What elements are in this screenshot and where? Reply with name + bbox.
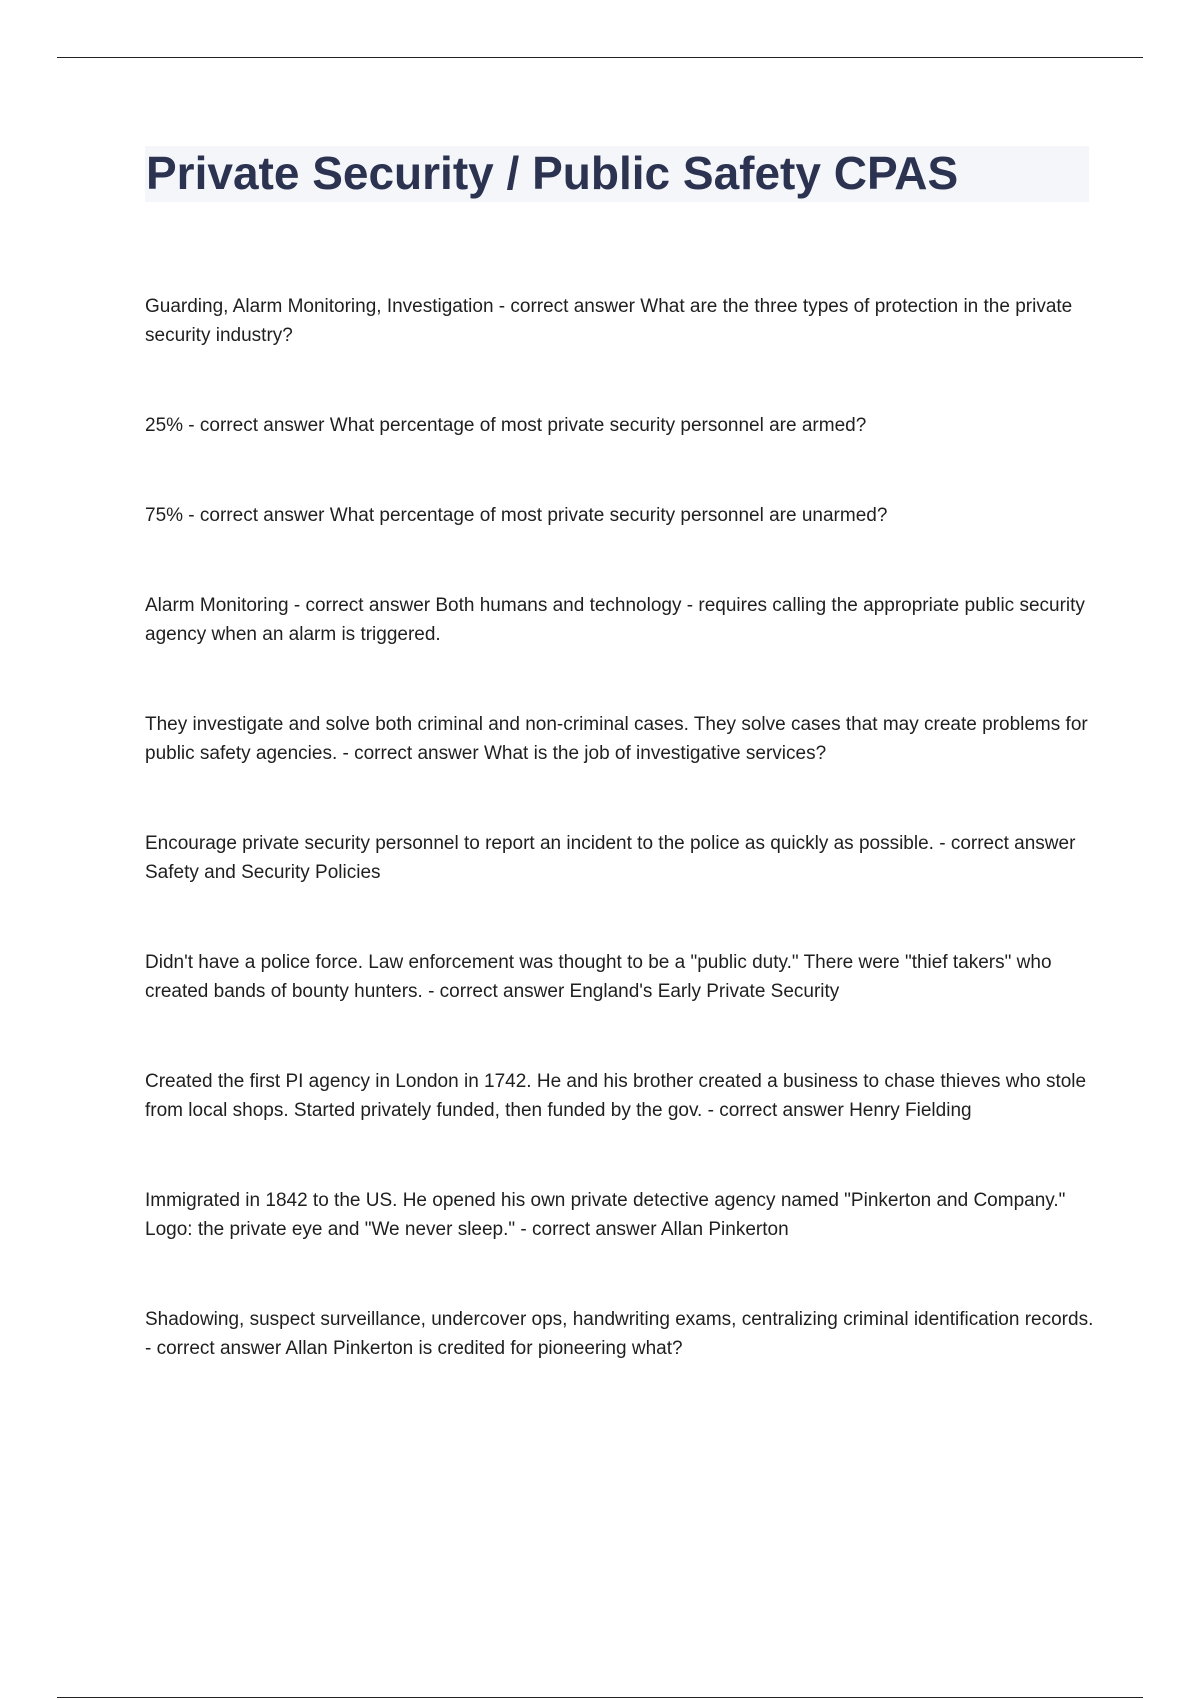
qa-entry: Guarding, Alarm Monitoring, Investigation - correct answer What are the three types of protection in the private security industry?	[145, 296, 1073, 346]
qa-entry: Created the first PI agency in London in 1742. He and his brother created a business to chase thieves who stole from local shops. Started privately funded, then funded by the gov. - correct answer Henry Fielding	[145, 1071, 1087, 1121]
page-title: Private Security / Public Safety CPAS	[146, 147, 959, 199]
qa-entry: Encourage private security personnel to report an incident to the police as quickly as possible. - correct answer Safety and Security Policies	[145, 833, 1076, 883]
qa-entry: Didn't have a police force. Law enforcement was thought to be a "public duty." There were "thief takers" who created bands of bounty hunters. - correct answer England's Early Private Security	[145, 952, 1052, 1002]
qa-entry: They investigate and solve both criminal and non-criminal cases. They solve cases that may create problems for public safety agencies. - correct answer What is the job of investigative services?	[145, 714, 1088, 764]
qa-entry: Shadowing, suspect surveillance, undercover ops, handwriting exams, centralizing criminal identification records. - correct answer Allan Pinkerton is credited for pioneering what?	[145, 1309, 1094, 1359]
bottom-divider	[57, 1697, 1143, 1698]
top-divider	[57, 57, 1143, 58]
qa-entry: Alarm Monitoring - correct answer Both humans and technology - requires calling the appropriate public security agency when an alarm is triggered.	[145, 595, 1085, 645]
qa-list	[145, 292, 1095, 1363]
qa-entry: 25% - correct answer What percentage of most private security personnel are armed?	[145, 415, 867, 436]
qa-entry: Immigrated in 1842 to the US. He opened his own private detective agency named "Pinkerton and Company." Logo: the private eye and "We never sleep." - correct answer Allan Pinkerton	[145, 1190, 1066, 1240]
qa-entry: 75% - correct answer What percentage of most private security personnel are unarmed?	[145, 505, 888, 526]
